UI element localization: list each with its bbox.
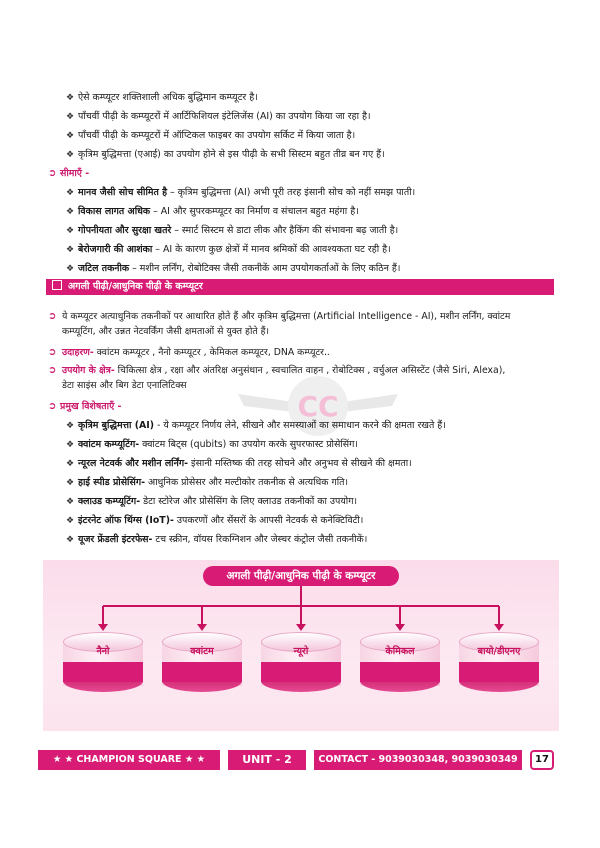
diagram-title: अगली पीढ़ी/आधुनिक पीढ़ी के कम्प्यूटर bbox=[203, 566, 399, 586]
usage-paragraph: ➲ उपयोग के क्षेत्र- चिकित्सा क्षेत्र , रक्षा और अंतरिक्ष अनुसंधान , स्वचालित वाहन , रोबोटिक्स , वर्चुअल असिस्टेंट (जैसे Siri, Alexa), डेटा साइंस और बिग डेटा एनालिटिक्स bbox=[48, 364, 558, 392]
intro-paragraph bbox=[48, 310, 558, 338]
limitation-item: ❖ जटिल तकनीक – मशीन लर्निंग, रोबोटिक्स जैसी तकनीकें आम उपयोगकर्ताओं के लिए कठिन हैं। bbox=[66, 263, 401, 274]
limitation-item: ❖ मानव जैसी सोच सीमित है – कृत्रिम बुद्धिमत्ता (AI) अभी पूरी तरह इंसानी सोच को नहीं समझ पाती। bbox=[66, 187, 416, 198]
footer-unit: UNIT - 2 bbox=[228, 750, 306, 770]
intro-line: कम्प्यूटिंग, और उन्नत नेटवर्किंग जैसी क्षमताओं से युक्त होते हैं। bbox=[62, 326, 270, 337]
diamond-bullet-icon: ❖ bbox=[66, 131, 75, 141]
intro-line: ये कम्प्यूटर अत्याधुनिक तकनीकों पर आधारित होते हैं और कृत्रिम बुद्धिमत्ता (Artificial Intelligence - AI), मशीन लर्निंग, क्वांटम bbox=[62, 311, 511, 322]
diamond-bullet-icon: ❖ bbox=[66, 264, 75, 274]
feature-item: ❖ हाई स्पीड प्रोसेसिंग- आधुनिक प्रोसेसर और मल्टीकोर तकनीक से अत्यधिक गति। bbox=[66, 477, 349, 488]
footer-brand: ★ ★ CHAMPION SQUARE ★ ★ bbox=[38, 750, 220, 770]
limitation-item: ❖ बेरोजगारी की आशंका – AI के कारण कुछ क्षेत्रों में मानव श्रमिकों की आवश्यकता घट रही है। bbox=[66, 244, 391, 255]
diamond-bullet-icon: ❖ bbox=[66, 226, 75, 236]
page-footer bbox=[0, 750, 600, 770]
limitation-item: ❖ विकास लागत अधिक – AI और सुपरकम्प्यूटर का निर्माण व संचालन बहुत महंगा है। bbox=[66, 206, 359, 217]
diagram-node-quantum: क्वांटम bbox=[162, 632, 242, 690]
usage-line: डेटा साइंस और बिग डेटा एनालिटिक्स bbox=[62, 380, 187, 391]
diagram-node-nano: नैनो bbox=[63, 632, 143, 690]
footer-contact: CONTACT - 9039030348, 9039030349 bbox=[314, 750, 522, 770]
feature-item: ❖ यूजर फ्रेंडली इंटरफेस- टच स्क्रीन, वॉयस रिकग्निशन और जेस्चर कंट्रोल जैसी तकनीकें। bbox=[66, 534, 368, 545]
feature-item: ❖ इंटरनेट ऑफ थिंग्स (IoT)- उपकरणों और सेंसरों के आपसी नेटवर्क से कनेक्टिविटी। bbox=[66, 515, 364, 526]
feature-item: ❖ क्वांटम कम्प्यूटिंग- क्वांटम बिट्स (qubits) का उपयोग करके सुपरफास्ट प्रोसेसिंग। bbox=[66, 439, 358, 450]
page-number: 17 bbox=[530, 750, 554, 770]
feature-item: ❖ न्यूरल नेटवर्क और मशीन लर्निंग- इंसानी मस्तिष्क की तरह सोचने और अनुभव से सीखने की क्षमता। bbox=[66, 458, 412, 469]
usage-label: उपयोग के क्षेत्र- bbox=[62, 365, 115, 376]
diamond-bullet-icon: ❖ bbox=[66, 188, 75, 198]
diamond-bullet-icon: ❖ bbox=[66, 459, 75, 469]
features-heading: ➲ प्रमुख विशेषताएँ - bbox=[48, 401, 122, 412]
bullet-item: ❖ पाँचवीं पीढ़ी के कम्प्यूटरों में ऑप्टिकल फाइबर का उपयोग सर्किट में किया जाता है। bbox=[66, 130, 356, 141]
diamond-bullet-icon: ❖ bbox=[66, 150, 75, 160]
diamond-bullet-icon: ❖ bbox=[66, 478, 75, 488]
diamond-bullet-icon: ❖ bbox=[66, 245, 75, 255]
diagram-node-chemical: केमिकल bbox=[360, 632, 440, 690]
diagram-node-neuro: न्यूरो bbox=[261, 632, 341, 690]
examples-label: उदाहरण- bbox=[62, 347, 94, 358]
diagram-node-bio-dna: बायो/डीएनए bbox=[459, 632, 539, 690]
arrow-bullet-icon: ➲ bbox=[48, 401, 57, 412]
diamond-bullet-icon: ❖ bbox=[66, 112, 75, 122]
bullet-item: ❖ पाँचवीं पीढ़ी के कम्प्यूटरों में आर्टिफिशियल इंटेलिजेंस (AI) का उपयोग किया जा रहा है। bbox=[66, 111, 371, 122]
diamond-bullet-icon: ❖ bbox=[66, 93, 75, 103]
feature-item: ❖ कृत्रिम बुद्धिमत्ता (AI) - ये कम्प्यूटर निर्णय लेने, सीखने और समस्याओं का समाधान करने की क्षमता रखते हैं। bbox=[66, 420, 446, 431]
limitations-heading: ➲ सीमाएँ - bbox=[48, 168, 90, 179]
diamond-bullet-icon: ❖ bbox=[66, 421, 75, 431]
section-heading: अगली पीढ़ी/आधुनिक पीढ़ी के कम्प्यूटर bbox=[46, 279, 554, 295]
feature-item: ❖ क्लाउड कम्प्यूटिंग- डेटा स्टोरेज और प्रोसेसिंग के लिए क्लाउड तकनीकों का उपयोग। bbox=[66, 496, 358, 507]
checkbox-square-icon bbox=[52, 280, 62, 290]
examples-paragraph: ➲ उदाहरण- क्वांटम कम्प्यूटर , नैनो कम्प्यूटर , केमिकल कम्प्यूटर, DNA कम्प्यूटर.. bbox=[48, 347, 330, 358]
diamond-bullet-icon: ❖ bbox=[66, 497, 75, 507]
diamond-bullet-icon: ❖ bbox=[66, 516, 75, 526]
arrow-bullet-icon: ➲ bbox=[48, 365, 57, 376]
diamond-bullet-icon: ❖ bbox=[66, 440, 75, 450]
arrow-bullet-icon: ➲ bbox=[48, 168, 57, 179]
diamond-bullet-icon: ❖ bbox=[66, 207, 75, 217]
arrow-bullet-icon: ➲ bbox=[48, 347, 57, 358]
bullet-item: ❖ ऐसे कम्प्यूटर शक्तिशाली अधिक बुद्धिमान कम्प्यूटर है। bbox=[66, 92, 258, 103]
bullet-item: ❖ कृत्रिम बुद्धिमत्ता (एआई) का उपयोग होने से इस पीढ़ी के सभी सिस्टम बहुत तीव्र बन गए हैं। bbox=[66, 149, 385, 160]
watermark-text: CC bbox=[297, 390, 339, 423]
arrow-bullet-icon: ➲ bbox=[48, 311, 57, 322]
limitation-item: ❖ गोपनीयता और सुरक्षा खतरे – स्मार्ट सिस्टम से डाटा लीक और हैकिंग की संभावना बढ़ जाती है। bbox=[66, 225, 399, 236]
generations-diagram bbox=[43, 560, 559, 731]
diamond-bullet-icon: ❖ bbox=[66, 535, 75, 545]
